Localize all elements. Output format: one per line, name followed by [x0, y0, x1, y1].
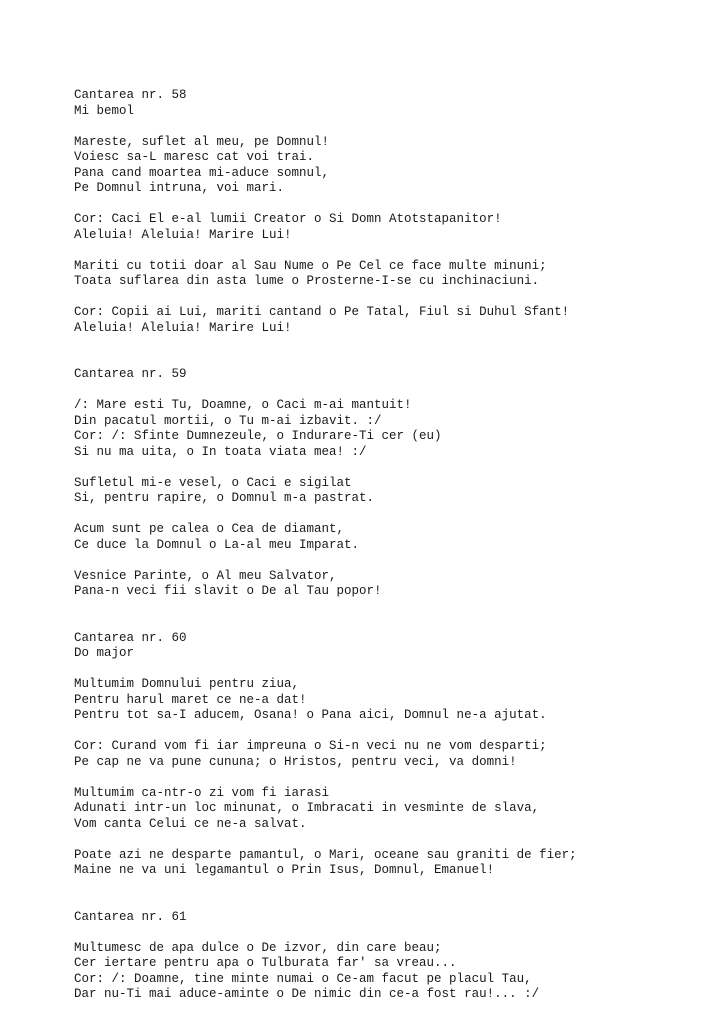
lyric-line: Cor: Curand vom fi iar impreuna o Si-n veci nu ne vom desparti;: [74, 739, 547, 753]
song-header: [74, 631, 714, 662]
lyric-line: Pe cap ne va pune cununa; o Hristos, pentru veci, va domni!: [74, 754, 517, 769]
stanza: [74, 305, 714, 336]
song-section: [74, 367, 714, 600]
document-page: [74, 88, 714, 1003]
stanza: [74, 941, 714, 1003]
song-section: [74, 631, 714, 879]
lyric-line: Sufletul mi-e vesel, o Caci e sigilat: [74, 475, 352, 490]
song-title: Cantarea nr. 61: [74, 909, 187, 924]
lyric-line: Vom canta Celui ce ne-a salvat.: [74, 816, 307, 831]
lyric-line: Pentru tot sa-I aducem, Osana! o Pana aici, Domnul ne-a ajutat.: [74, 708, 547, 722]
lyric-line: Mareste, suflet al meu, pe Domnul!: [74, 134, 330, 149]
lyric-line: Adunati intr-un loc minunat, o Imbracati in vesminte de slava,: [74, 801, 540, 815]
lyric-line: Pe Domnul intruna, voi mari.: [74, 181, 285, 195]
lyric-line: Maine ne va uni legamantul o Prin Isus, Domnul, Emanuel!: [74, 863, 495, 877]
lyric-line: Cer iertare pentru apa o Tulburata far' sa vreau...: [74, 956, 457, 970]
stanza: [74, 476, 714, 507]
stanza: [74, 135, 714, 197]
stanza: [74, 522, 714, 553]
stanza: [74, 398, 714, 460]
stanza: [74, 569, 714, 600]
stanza: [74, 739, 714, 770]
stanza: [74, 259, 714, 290]
lyric-line: Cor: /: Doamne, tine minte numai o Ce-am facut pe placul Tau,: [74, 971, 532, 986]
lyric-line: Toata suflarea din asta lume o Prosterne-I-se cu inchinaciuni.: [74, 274, 540, 288]
lyric-line: Multumim Domnului pentru ziua,: [74, 677, 300, 691]
song-header: [74, 88, 714, 119]
lyric-line: Poate azi ne desparte pamantul, o Mari, oceane sau graniti de fier;: [74, 847, 577, 862]
song-key: Do major: [74, 646, 135, 660]
stanza: [74, 848, 714, 879]
song-title: Cantarea nr. 60: [74, 630, 187, 645]
lyric-line: Si, pentru rapire, o Domnul m-a pastrat.: [74, 491, 375, 505]
song-title: Cantarea nr. 59: [74, 367, 187, 381]
lyric-line: Acum sunt pe calea o Cea de diamant,: [74, 522, 345, 536]
lyric-line: Multumesc de apa dulce o De izvor, din care beau;: [74, 940, 442, 955]
song-section: [74, 88, 714, 336]
song-separator: [74, 879, 714, 910]
song-section: [74, 910, 714, 1003]
lyric-line: Ce duce la Domnul o La-al meu Imparat.: [74, 537, 360, 552]
song-header: [74, 910, 714, 926]
song-key: Mi bemol: [74, 103, 135, 118]
lyric-line: Mariti cu totii doar al Sau Nume o Pe Cel ce face multe minuni;: [74, 258, 547, 273]
lyric-line: Multumim ca-ntr-o zi vom fi iarasi: [74, 785, 330, 800]
lyric-line: Voiesc sa-L maresc cat voi trai.: [74, 150, 315, 164]
lyric-line: Cor: Copii ai Lui, mariti cantand o Pe Tatal, Fiul si Duhul Sfant!: [74, 305, 570, 319]
lyric-line: Si nu ma uita, o In toata viata mea! :/: [74, 444, 367, 459]
lyric-line: Pana cand moartea mi-aduce somnul,: [74, 165, 330, 180]
lyric-line: Vesnice Parinte, o Al meu Salvator,: [74, 568, 337, 583]
song-title: Cantarea nr. 58: [74, 88, 187, 102]
song-separator: [74, 336, 714, 367]
song-separator: [74, 600, 714, 631]
stanza: [74, 677, 714, 724]
song-header: [74, 367, 714, 383]
stanza: [74, 212, 714, 243]
lyric-line: Cor: /: Sfinte Dumnezeule, o Indurare-Ti cer (eu): [74, 429, 442, 443]
lyric-line: Din pacatul mortii, o Tu m-ai izbavit. :/: [74, 413, 382, 428]
lyric-line: Pentru harul maret ce ne-a dat!: [74, 692, 307, 707]
stanza: [74, 786, 714, 833]
lyric-line: Pana-n veci fii slavit o De al Tau popor!: [74, 584, 382, 598]
lyric-line: Dar nu-Ti mai aduce-aminte o De nimic din ce-a fost rau!... :/: [74, 987, 540, 1001]
lyric-line: Aleluia! Aleluia! Marire Lui!: [74, 320, 292, 335]
lyric-line: Aleluia! Aleluia! Marire Lui!: [74, 227, 292, 242]
lyric-line: Cor: Caci El e-al lumii Creator o Si Domn Atotstapanitor!: [74, 212, 502, 226]
lyric-line: /: Mare esti Tu, Doamne, o Caci m-ai mantuit!: [74, 398, 412, 412]
